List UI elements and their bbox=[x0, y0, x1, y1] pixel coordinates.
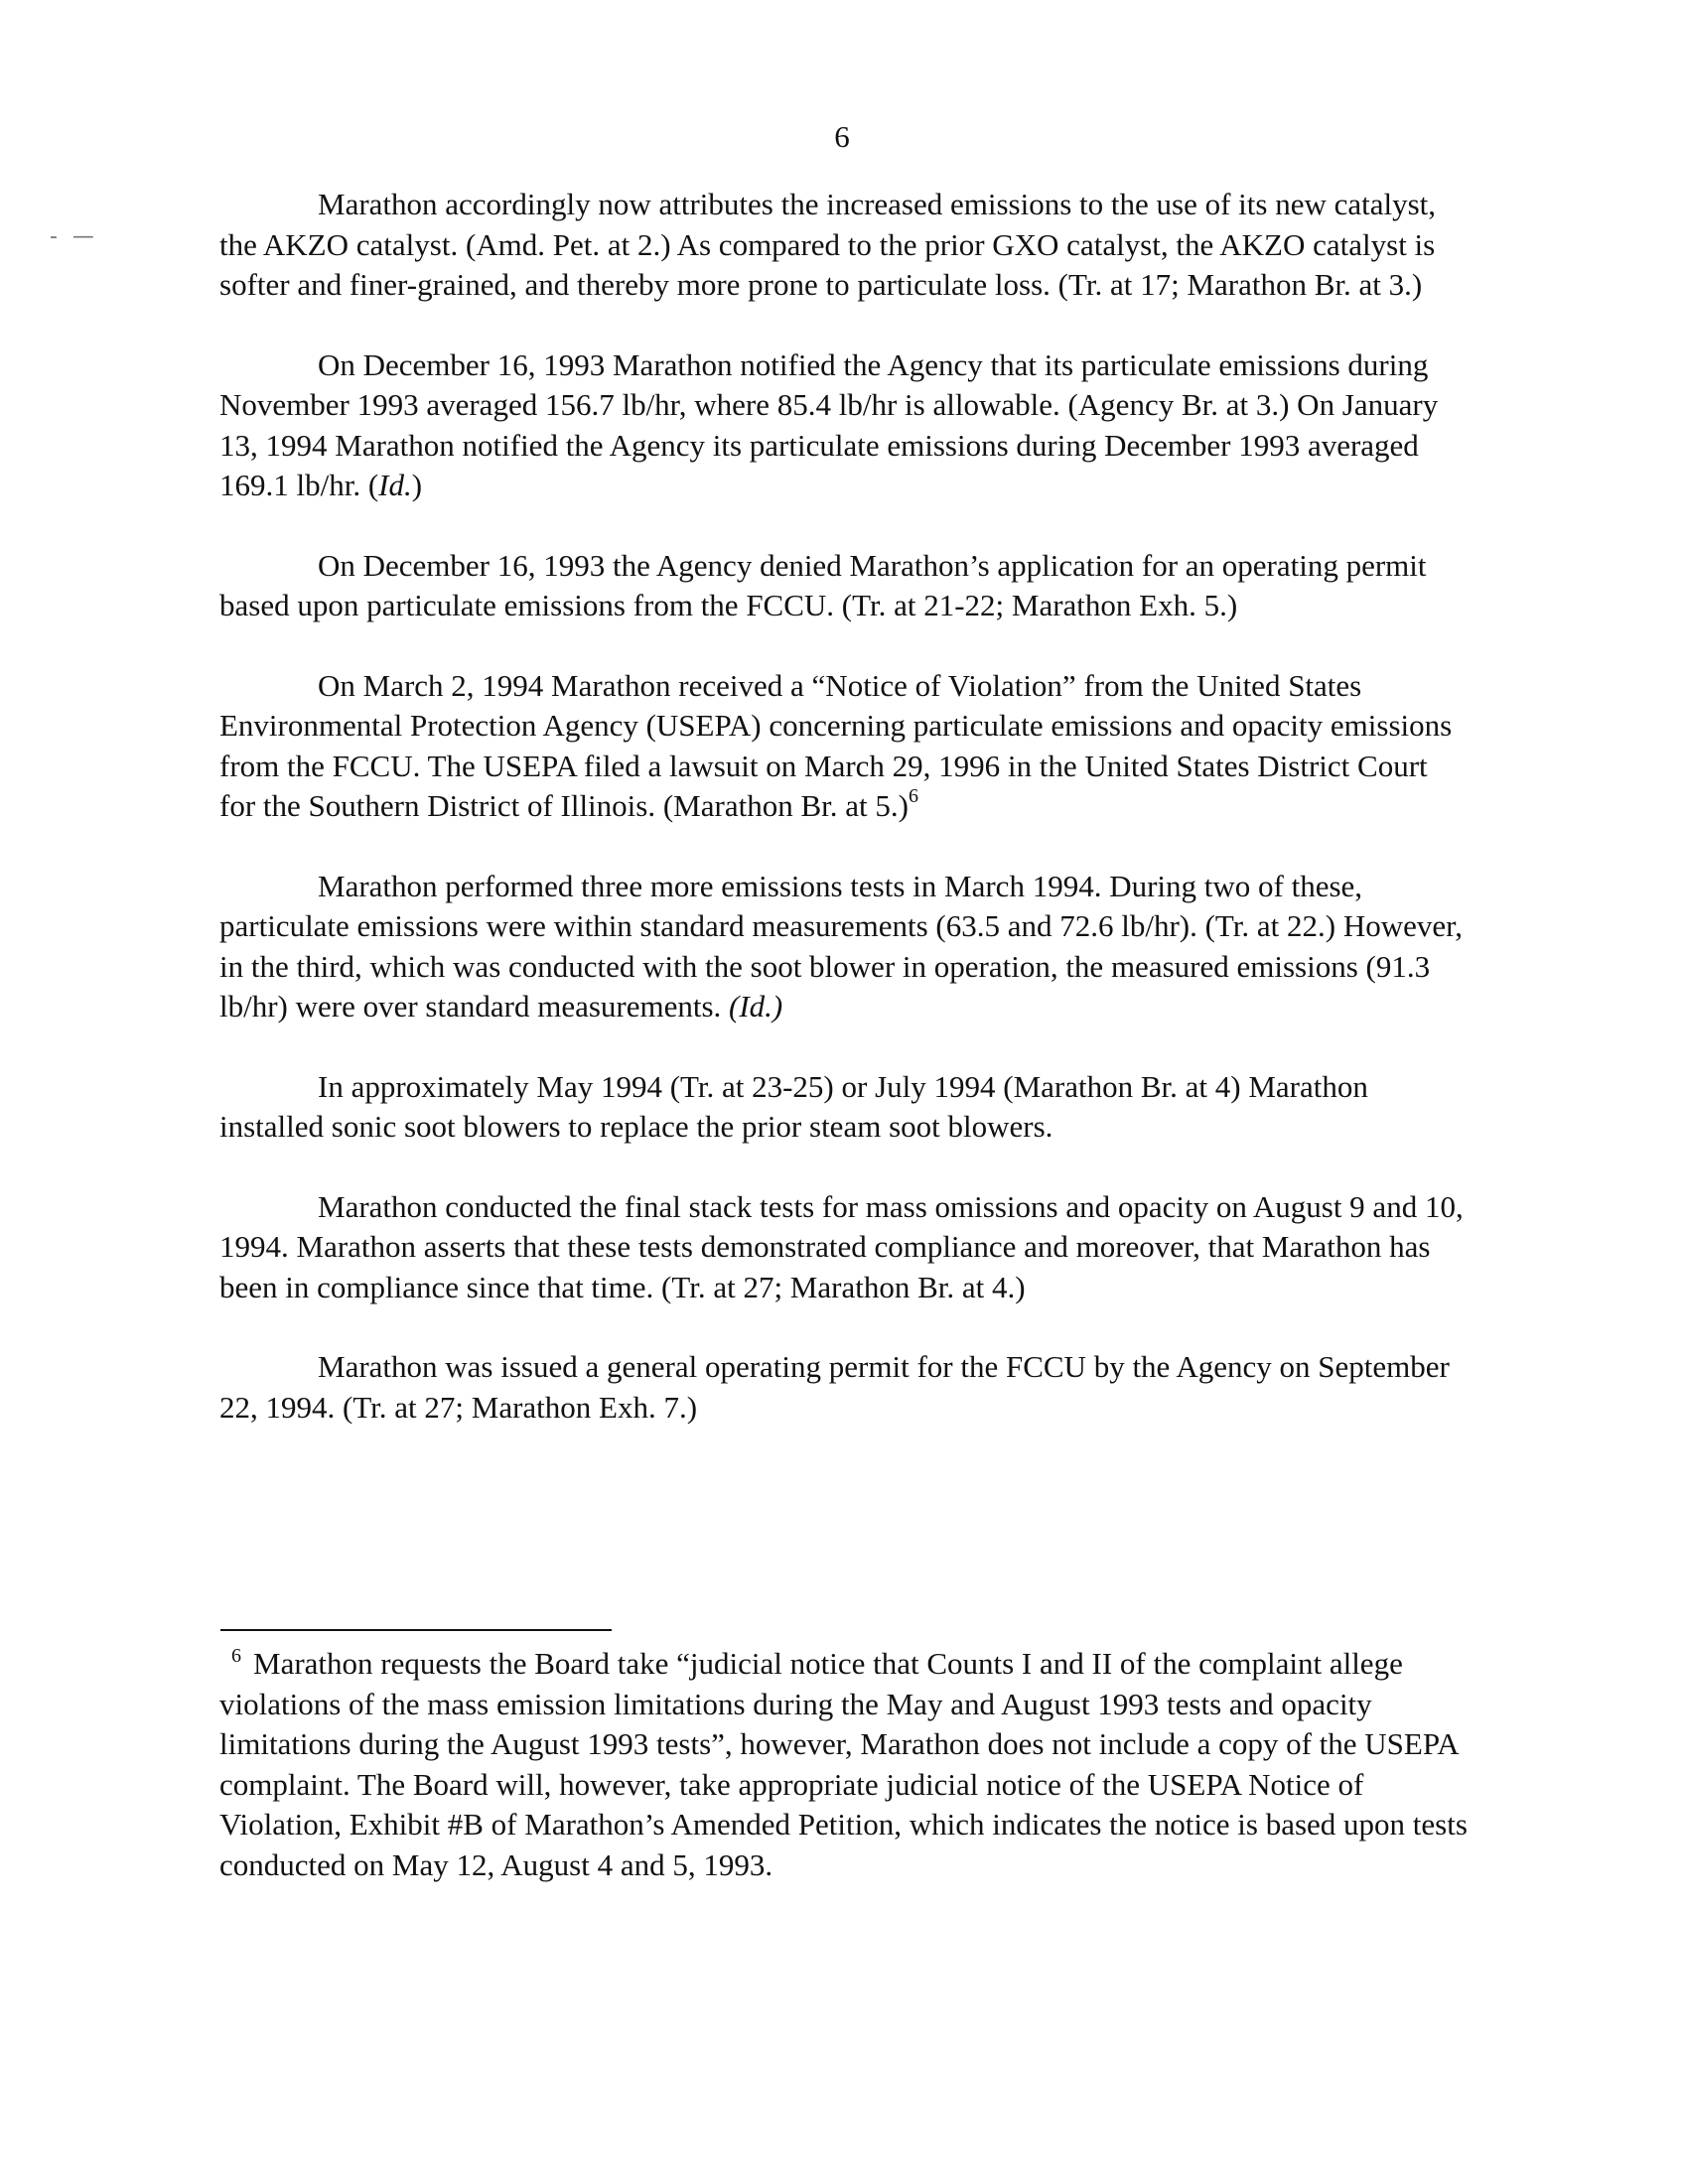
paragraph-text: Marathon conducted the final stack tests for mass omissions and opacity on August 9 and 10, 1994. Marathon asserts that these tests demonstrated compliance and moreover, that Marathon has been in compliance since that time. (Tr. at 27; Marathon Br. at 4.) bbox=[219, 1188, 1464, 1304]
paragraph-sonic-soot-blowers bbox=[219, 1067, 1471, 1148]
paragraph-text: Marathon accordingly now attributes the increased emissions to the use of its new catalyst, the AKZO catalyst. (Amd. Pet. at 2.) As compared to the prior GXO catalyst, the AKZO catalyst is softer and finer-grained, and thereby more prone to particulate loss. (Tr. at 17; Marathon Br. at 3.) bbox=[219, 187, 1437, 302]
paragraph-text: Marathon was issued a general operating permit for the FCCU by the Agency on September 22, 1994. (Tr. at 27; Marathon Exh. 7.) bbox=[219, 1349, 1450, 1425]
footnote-number: 6 bbox=[231, 1645, 241, 1667]
paragraph-text: On December 16, 1993 Marathon notified the Agency that its particulate emissions during November 1993 averaged 156.7 lb/hr, where 85.4 lb/hr is allowable. (Agency Br. at 3.) On January 13, 1994 Marathon notified the Agency its particulate emissions during December 1993 averaged 169.1 lb/hr. ( bbox=[219, 346, 1439, 502]
footnote bbox=[219, 1644, 1471, 1885]
paragraph-operating-permit bbox=[219, 1347, 1471, 1428]
margin-scan-mark: - — bbox=[50, 224, 98, 249]
paragraph-december-notification bbox=[219, 345, 1471, 506]
footnote-text: Marathon requests the Board take “judicial notice that Counts I and II of the complaint allege violations of the mass emission limitations during the May and August 1993 tests and opacity limitations during the August 1993 tests”, however, Marathon does not include a copy of the USEPA complaint. The Board will, however, take appropriate judicial notice of the USEPA Notice of Violation, Exhibit #B of Marathon’s Amended Petition, which indicates the notice is based upon tests conducted on May 12, August 4 and 5, 1993. bbox=[219, 1646, 1468, 1882]
citation-id: Id. bbox=[378, 468, 412, 502]
paragraph-text: On March 2, 1994 Marathon received a “Notice of Violation” from the United States Environmental Protection Agency (USEPA) concerning particulate emissions and opacity emissions from the FCCU. The USEPA filed a lawsuit on March 29, 1996 in the United States District Court for the Southern District of Illinois. (Marathon Br. at 5.) bbox=[219, 667, 1453, 823]
footnote-divider bbox=[220, 1629, 612, 1631]
citation-id: (Id.) bbox=[729, 989, 783, 1024]
paragraph-text: In approximately May 1994 (Tr. at 23-25) or July 1994 (Marathon Br. at 4) Marathon installed sonic soot blowers to replace the prior steam soot blowers. bbox=[219, 1068, 1368, 1144]
paragraph-text: Marathon performed three more emissions tests in March 1994. During two of these, particulate emissions were within standard measurements (63.5 and 72.6 lb/hr). (Tr. at 22.) However, in the third, which was conducted with the soot blower in operation, the measured emissions (91.3 lb/hr) were over standard measurements. bbox=[219, 868, 1463, 1024]
footnote-reference: 6 bbox=[908, 785, 918, 807]
paragraph-text-tail: ) bbox=[411, 468, 423, 502]
paragraph-permit-denied bbox=[219, 546, 1471, 626]
paragraph-text: On December 16, 1993 the Agency denied Marathon’s application for an operating permit based upon particulate emissions from the FCCU. (Tr. at 21-22; Marathon Exh. 5.) bbox=[219, 547, 1427, 622]
paragraph-march-tests bbox=[219, 867, 1471, 1027]
paragraph-final-stack-tests bbox=[219, 1187, 1471, 1308]
page-number: 6 bbox=[834, 119, 850, 154]
paragraph-notice-of-violation bbox=[219, 666, 1471, 827]
body-text bbox=[219, 185, 1471, 1467]
paragraph-akzo-catalyst bbox=[219, 185, 1471, 306]
